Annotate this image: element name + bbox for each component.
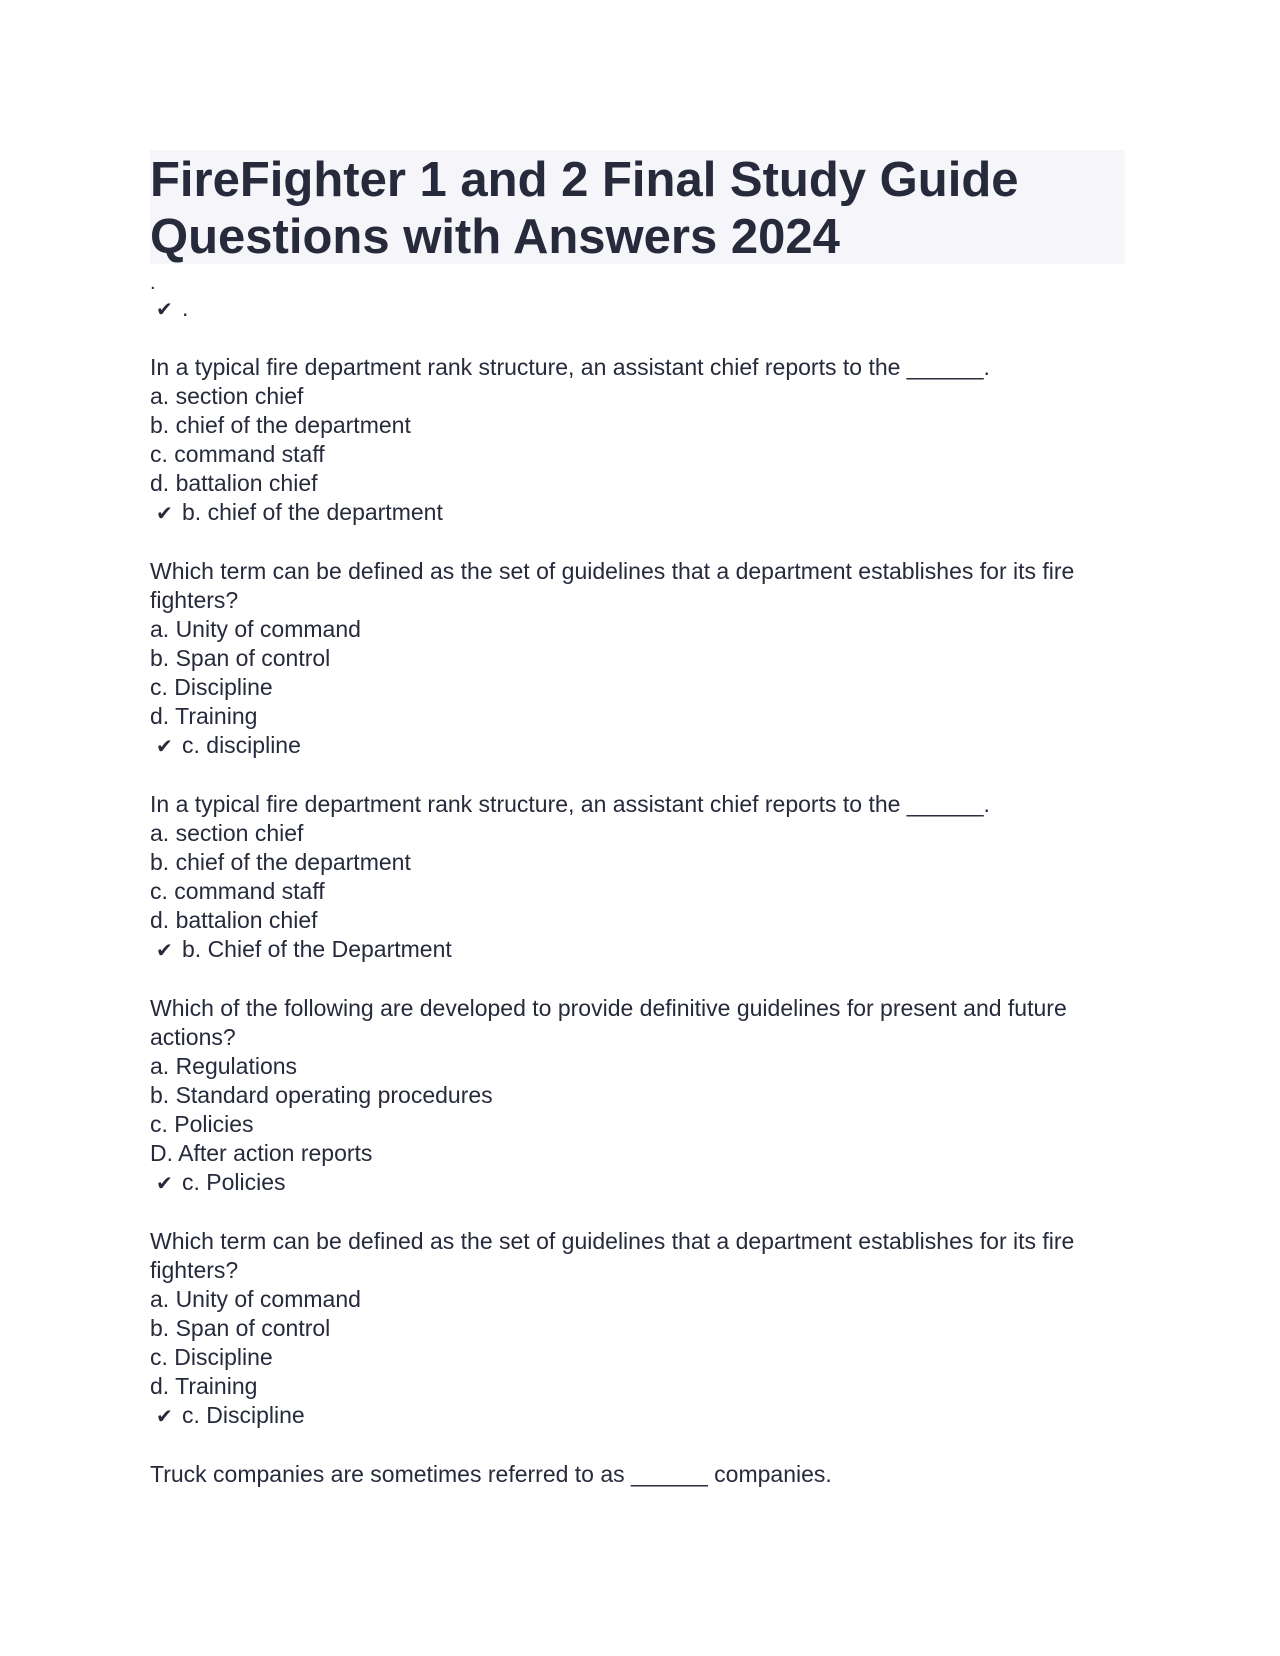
question-block: [150, 1227, 1125, 1431]
question-text: Truck companies are sometimes referred to as ______ companies.: [150, 1461, 832, 1487]
intro-answer: [150, 294, 1125, 324]
option: D. After action reports: [150, 1140, 373, 1166]
option: d. battalion chief: [150, 470, 318, 496]
option: a. Regulations: [150, 1053, 298, 1079]
intro-block: [150, 294, 1125, 324]
question-block: [150, 557, 1125, 761]
answer-line: [150, 1401, 1125, 1431]
question-text: Which term can be defined as the set of guidelines that a department establishes for its fire fighters?: [150, 1228, 1075, 1283]
check-icon: ✔: [156, 297, 173, 321]
check-icon: ✔: [156, 938, 173, 962]
option: c. Discipline: [150, 1344, 273, 1370]
answer-text: b. chief of the department: [182, 499, 443, 525]
question-block: [150, 994, 1125, 1198]
option: c. Discipline: [150, 674, 273, 700]
question-text: In a typical fire department rank structure, an assistant chief reports to the ______.: [150, 791, 990, 817]
option: b. chief of the department: [150, 849, 411, 875]
question-text: Which term can be defined as the set of guidelines that a department establishes for its fire fighters?: [150, 558, 1075, 613]
option: c. command staff: [150, 441, 325, 467]
check-icon: ✔: [156, 1171, 173, 1195]
option: a. section chief: [150, 820, 304, 846]
option: d. Training: [150, 703, 258, 729]
option: a. Unity of command: [150, 1286, 361, 1312]
document-page: [150, 150, 1125, 1489]
answer-line: [150, 1168, 1125, 1198]
option: b. Span of control: [150, 1315, 331, 1341]
document-title: FireFighter 1 and 2 Final Study Guide Questions with Answers 2024: [150, 153, 1019, 264]
answer-line: [150, 935, 1125, 965]
question-text: Which of the following are developed to provide definitive guidelines for present and future actions?: [150, 995, 1067, 1050]
answer-line: [150, 498, 1125, 528]
question-block: [150, 790, 1125, 965]
option: b. chief of the department: [150, 412, 411, 438]
check-icon: ✔: [156, 1404, 173, 1428]
check-icon: ✔: [156, 734, 173, 758]
question-block: [150, 1460, 1125, 1489]
question-block: [150, 353, 1125, 528]
option: a. Unity of command: [150, 616, 361, 642]
option: c. Policies: [150, 1111, 254, 1137]
title-banner: [150, 150, 1125, 264]
option: d. battalion chief: [150, 907, 318, 933]
question-text: In a typical fire department rank structure, an assistant chief reports to the ______.: [150, 354, 990, 380]
option: b. Span of control: [150, 645, 331, 671]
option: a. section chief: [150, 383, 304, 409]
option: d. Training: [150, 1373, 258, 1399]
answer-text: c. Policies: [182, 1169, 286, 1195]
answer-line: [150, 731, 1125, 761]
check-icon: ✔: [156, 501, 173, 525]
intro-answer-text: .: [182, 295, 189, 321]
answer-text: c. discipline: [182, 732, 301, 758]
lead-dot: .: [150, 272, 156, 294]
answer-text: c. Discipline: [182, 1402, 305, 1428]
option: b. Standard operating procedures: [150, 1082, 493, 1108]
option: c. command staff: [150, 878, 325, 904]
answer-text: b. Chief of the Department: [182, 936, 452, 962]
